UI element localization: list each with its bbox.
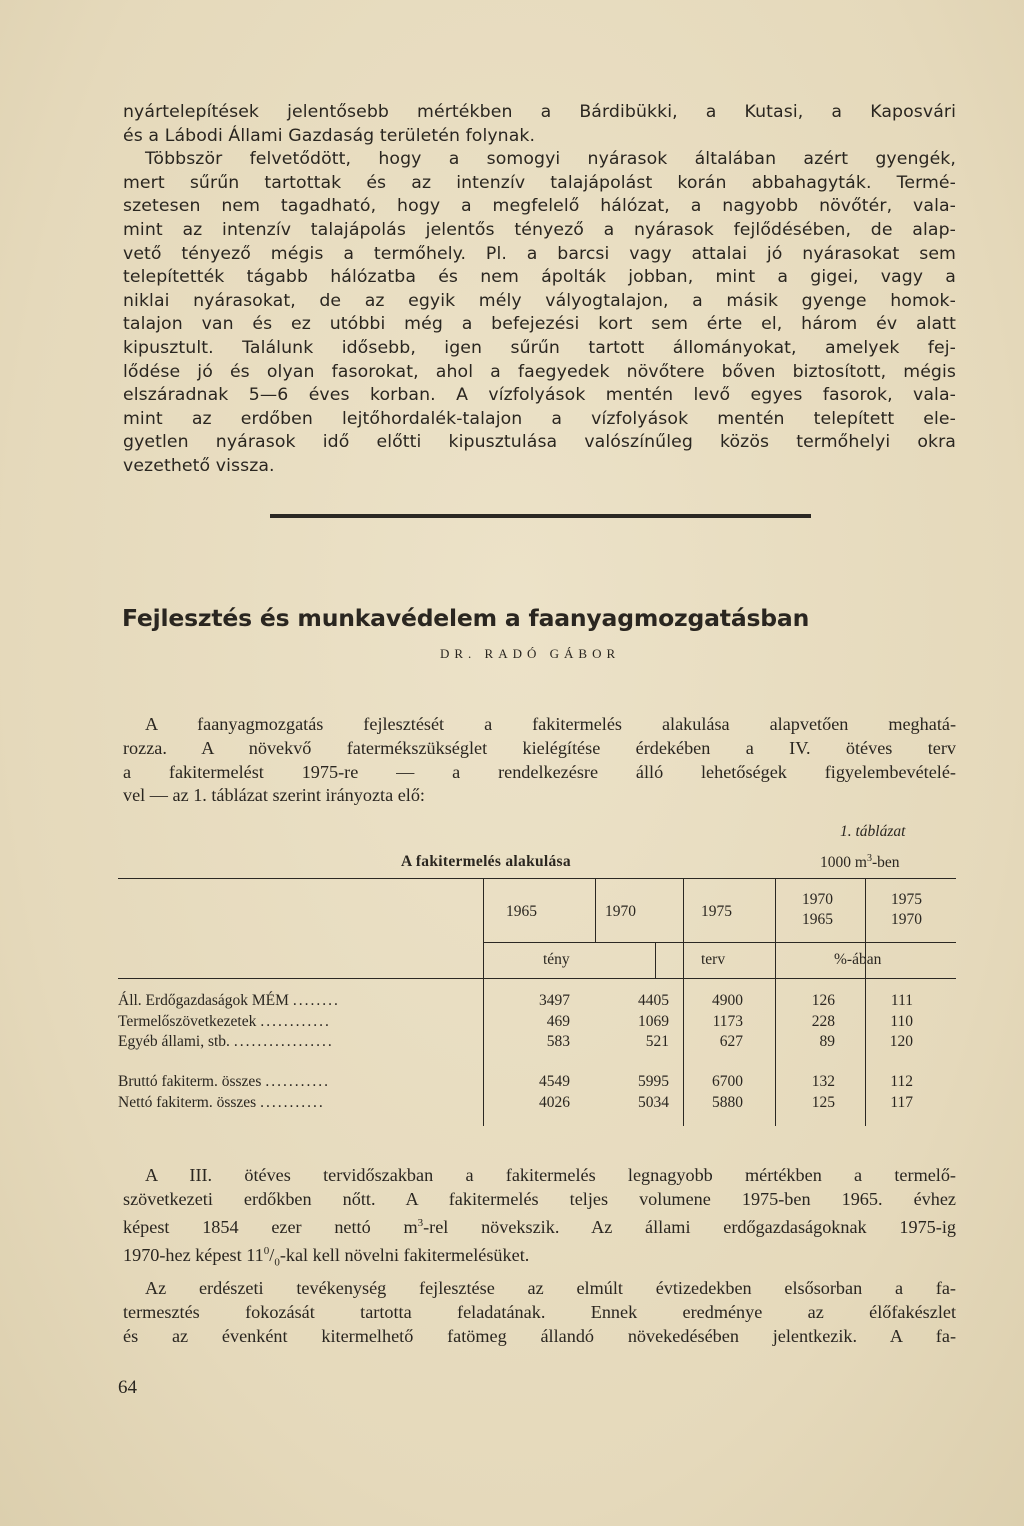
text-line: talajon van és ez utóbbi még a befejezési kort sem érte el, három év alatt xyxy=(123,314,956,335)
intro-paragraph xyxy=(123,713,956,808)
ratio2-top: 1975 xyxy=(891,891,922,908)
column-divider xyxy=(865,878,866,1126)
page-number: 64 xyxy=(118,1377,137,1398)
table-cell: 132 xyxy=(811,1073,835,1090)
table-cell: 4026 xyxy=(539,1093,570,1111)
row-label xyxy=(118,1013,331,1031)
subscript: 0 xyxy=(274,1256,280,1269)
text-line: mint az intenzív talajápolás jelentős tényező a nyárasok fejlődésében, de alap- xyxy=(123,219,956,240)
row-label-text: Nettó fakiterm. összes xyxy=(118,1093,257,1111)
text-segment: 1970-hez képest 11 xyxy=(123,1245,264,1266)
superscript: 3 xyxy=(417,1217,424,1229)
text-line: Az erdészeti tevékenység fejlesztése az elmúlt évtizedekben elsősorban a fa- xyxy=(145,1278,956,1298)
table-cell: 125 xyxy=(811,1093,835,1111)
row-label xyxy=(118,1033,334,1051)
text-line: gyetlen nyárasok idő előtti kipusztulása valószínűleg közös termőhelyi okra xyxy=(123,432,956,453)
text-line: mint az erdőben lejtőhordalék-talajon a vízfolyások mentén telepített ele- xyxy=(123,408,956,429)
leader-dots: ........ xyxy=(292,992,340,1009)
table-cell: 1173 xyxy=(712,1012,743,1030)
table-cell: 1069 xyxy=(638,1012,669,1030)
text-line: szetesen nem tagadható, hogy a megfelelő hálózat, a nagyobb növőtér, vala- xyxy=(123,196,956,217)
text-line: A faanyagmozgatás fejlesztését a fakitermelés alakulása alapvetően meghatá- xyxy=(145,714,956,734)
text-line: és a Lábodi Állami Gazdaság területén folynak. xyxy=(123,125,536,146)
table-cell: 89 xyxy=(819,1033,835,1050)
text-segment: -kal kell növelni fakitermelésüket. xyxy=(279,1245,530,1266)
table-cell: 3497 xyxy=(539,992,570,1009)
paragraph-4 xyxy=(123,1276,956,1348)
text-line: A III. ötéves tervidőszakban a fakitermelés legnagyobb mértékben a termelő- xyxy=(145,1165,956,1185)
table-cell: 4549 xyxy=(539,1073,570,1090)
subheader-percent: %-ában xyxy=(834,951,882,968)
article-title: Fejlesztés és munkavédelem a faanyagmozgatásban xyxy=(122,604,810,632)
text-line: elszáradnak 5—6 éves korban. A vízfolyások mentén levő egyes fasorok, vala- xyxy=(123,385,956,406)
row-label-text: Egyéb állami, stb. xyxy=(118,1033,230,1050)
column-divider xyxy=(683,878,684,1126)
table-rule-header xyxy=(483,942,956,943)
table-cell: 4405 xyxy=(638,992,669,1009)
superscript: 0 xyxy=(263,1245,270,1258)
table-cell: 6700 xyxy=(712,1073,743,1090)
table-cell: 5880 xyxy=(712,1093,743,1111)
table-cell: 521 xyxy=(645,1033,669,1050)
table-cell: 583 xyxy=(546,1033,570,1050)
paragraph-3 xyxy=(123,1163,956,1275)
table-cell: 111 xyxy=(890,992,913,1009)
text-line: nyártelepítések jelentősebb mértékben a Bárdibükki, a Kutasi, a Kaposvári xyxy=(123,102,956,122)
column-divider xyxy=(483,878,484,1126)
table-cell: 627 xyxy=(719,1033,743,1050)
leader-dots: ........... xyxy=(265,1073,330,1090)
text-segment: képest 1854 ezer nettó m xyxy=(123,1217,418,1238)
text-line xyxy=(123,1211,956,1239)
section-divider xyxy=(270,514,811,518)
table-title: A fakitermelés alakulása xyxy=(401,853,571,870)
table-cell: 469 xyxy=(546,1012,570,1030)
text-line: kipusztult. Találunk idősebb, igen sűrűn tartott állományokat, amelyek fej- xyxy=(123,337,956,358)
leader-dots: ................. xyxy=(233,1033,334,1050)
table-cell: 120 xyxy=(889,1033,913,1050)
table-cell: 117 xyxy=(890,1093,913,1111)
previous-article-paragraph xyxy=(123,101,956,479)
table-cell: 5034 xyxy=(638,1093,669,1111)
ratio1-top: 1970 xyxy=(802,891,833,908)
row-label-text: Termelőszövetkezetek xyxy=(118,1012,257,1030)
text-line: és az évenként kitermelhető fatömeg állandó növekedésében jelentkezik. A fa- xyxy=(123,1326,956,1346)
article-author: DR. RADÓ GÁBOR xyxy=(440,646,621,661)
text-line: termesztés fokozását tartotta feladatának. Ennek eredménye az élőfakészlet xyxy=(123,1302,956,1322)
row-label-text: Áll. Erdőgazdaságok MÉM xyxy=(118,992,289,1009)
unit-prefix: 1000 m xyxy=(820,854,867,872)
ratio1-bottom: 1965 xyxy=(802,911,833,928)
text-line: a fakitermelést 1975-re — a rendelkezésre álló lehetőségek figyelembevételé- xyxy=(123,761,956,782)
table-cell: 4900 xyxy=(712,992,743,1009)
data-table xyxy=(118,876,956,1126)
row-label-text: Bruttó fakiterm. összes xyxy=(118,1073,262,1090)
text-line: niklai nyárasokat, de az egyik mély vályogtalajon, a másik gyenge homok- xyxy=(123,290,956,311)
text-line: rozza. A növekvő fatermékszükséglet kielégítése érdekében a IV. ötéves terv xyxy=(123,737,956,758)
text-segment: / xyxy=(269,1245,275,1266)
row-label xyxy=(118,1094,325,1112)
table-cell: 112 xyxy=(890,1073,913,1090)
row-label xyxy=(118,992,340,1010)
text-line: Többször felvetődött, hogy a somogyi nyárasok általában azért gyengék, xyxy=(145,149,956,170)
subheader-terv: terv xyxy=(701,951,726,968)
table-number: 1. táblázat xyxy=(840,823,906,840)
table-unit xyxy=(820,853,899,872)
col-header-1975: 1975 xyxy=(701,903,732,920)
column-divider xyxy=(655,942,656,978)
text-line: vető tényező mégis a termőhely. Pl. a barcsi vagy attalai jó nyárasokat sem xyxy=(123,243,956,264)
text-line: vel — az 1. táblázat szerint irányozta elő: xyxy=(123,785,425,806)
column-divider xyxy=(595,878,596,942)
text-line xyxy=(123,1239,956,1275)
table-rule-subheader xyxy=(118,978,956,979)
table-cell: 5995 xyxy=(638,1073,669,1090)
leader-dots: ........... xyxy=(260,1093,325,1111)
ratio2-bottom: 1970 xyxy=(891,911,922,928)
column-divider xyxy=(775,878,776,1126)
col-header-1970: 1970 xyxy=(605,903,636,920)
unit-suffix: -ben xyxy=(871,854,900,872)
text-line: lődése jó és olyan fasorokat, ahol a faegyedek növőtere bőven biztosított, mégis xyxy=(123,361,956,382)
text-segment: -rel növekszik. Az állami erdőgazdaságoknak 1975-ig xyxy=(423,1217,956,1238)
leader-dots: ............ xyxy=(260,1012,331,1030)
text-line: szövetkezeti erdőkben nőtt. A fakitermelés teljes volumene 1975-ben 1965. évhez xyxy=(123,1189,956,1209)
table-rule-top xyxy=(118,878,956,879)
table-cell: 110 xyxy=(890,1012,913,1030)
table-cell: 126 xyxy=(811,992,835,1009)
subheader-teny: tény xyxy=(543,951,570,968)
row-label xyxy=(118,1073,330,1091)
unit-superscript: 3 xyxy=(866,853,872,864)
table-cell: 228 xyxy=(811,1012,835,1030)
text-line: mert sűrűn tartottak és az intenzív talajápolást korán abbahagyták. Termé- xyxy=(123,172,956,193)
col-header-1965: 1965 xyxy=(506,903,537,920)
text-line: vezethető vissza. xyxy=(123,455,275,476)
text-line: telepítették tágabb hálózatba és nem ápolták jobban, mint a gigei, vagy a xyxy=(123,267,956,288)
